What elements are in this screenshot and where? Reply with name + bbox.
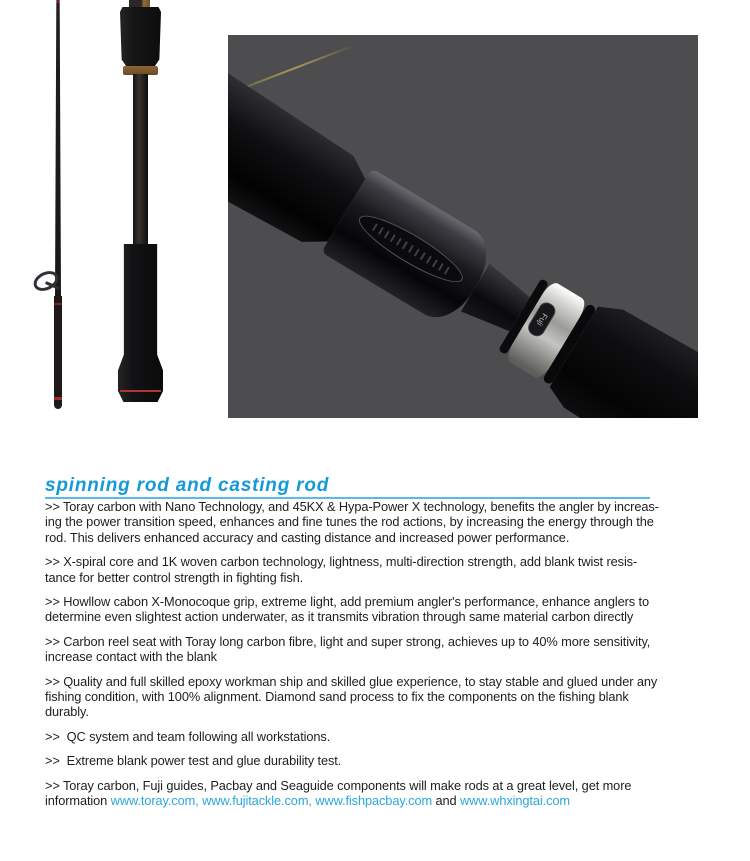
red-pinstripe bbox=[120, 390, 161, 392]
feature-paragraph bbox=[45, 674, 725, 720]
feature-paragraph bbox=[45, 634, 725, 665]
text-line: >> Carbon reel seat with Toray long carbon fibre, light and super strong, achieves up to 40% more sensitivity, bbox=[45, 633, 651, 649]
reel-seat-badge bbox=[352, 206, 469, 292]
feature-paragraph bbox=[45, 594, 725, 625]
reel-seat-badge-texture bbox=[372, 223, 450, 274]
fore-grip-foam bbox=[120, 7, 161, 68]
rod-tip-shaft bbox=[55, 0, 61, 298]
text-line: determine even slightest action underwater, as it transmits vibration through same material carbon directly bbox=[45, 609, 634, 625]
text-line: >> Toray carbon with Nano Technology, and 45KX & Hypa-Power X technology, benefits the angler by increas- bbox=[45, 499, 659, 514]
red-joint-band bbox=[54, 303, 62, 305]
red-butt-band bbox=[54, 397, 62, 400]
text-line: increase contact with the blank bbox=[45, 649, 217, 665]
feature-paragraph bbox=[45, 554, 725, 585]
text-line: >> QC system and team following all workstations. bbox=[45, 728, 331, 744]
supplier-links-group[interactable]: www.toray.com, www.fujitackle.com, www.fishpacbay.com bbox=[110, 793, 433, 809]
fuji-logo-text: Fuji bbox=[535, 311, 550, 328]
feature-paragraph bbox=[45, 729, 725, 744]
links-paragraph bbox=[45, 778, 725, 809]
text-line-with-links bbox=[45, 793, 725, 808]
whxingtai-link[interactable]: www.whxingtai.com bbox=[460, 793, 570, 809]
feature-paragraph bbox=[45, 753, 725, 768]
text-line: tance for better control strength in fighting fish. bbox=[45, 569, 304, 585]
text-line: fishing condition, with 100% alignment. Diamond sand process to fix the components on the fishing blank bbox=[45, 689, 629, 705]
rod-blank bbox=[133, 74, 148, 246]
product-photo-rod-sections bbox=[0, 0, 230, 430]
links-prefix-text: information bbox=[45, 793, 111, 809]
rear-grip-foam bbox=[118, 244, 163, 402]
text-line: durably. bbox=[45, 704, 89, 720]
section-heading: spinning rod and casting rod bbox=[45, 475, 330, 496]
description-section bbox=[45, 476, 725, 818]
links-and-text: and bbox=[432, 793, 460, 809]
feature-paragraph bbox=[45, 499, 725, 545]
diagonal-rod-assembly bbox=[228, 55, 698, 418]
rod-tip-lower-section bbox=[54, 296, 62, 409]
text-line: >> Extreme blank power test and glue durability test. bbox=[45, 753, 342, 769]
text-line: >> Howllow cabon X-Monocoque grip, extreme light, add premium angler's performance, enhance anglers to bbox=[45, 594, 649, 610]
text-line: >> Toray carbon, Fuji guides, Pacbay and Seaguide components will make rods at a great level, get more bbox=[45, 777, 632, 793]
text-line: >> Quality and full skilled epoxy workman ship and skilled glue experience, to stay stable and glued under any bbox=[45, 673, 658, 689]
text-line: ing the power transition speed, enhances and fine tunes the rod actions, by increasing the energy through the bbox=[45, 514, 654, 530]
product-photo-closeup bbox=[228, 35, 698, 418]
text-line: >> X-spiral core and 1K woven carbon technology, lightness, multi-direction strength, add blank twist resis- bbox=[45, 554, 638, 570]
text-line: rod. This delivers enhanced accuracy and casting distance and increased power performance. bbox=[45, 529, 570, 545]
